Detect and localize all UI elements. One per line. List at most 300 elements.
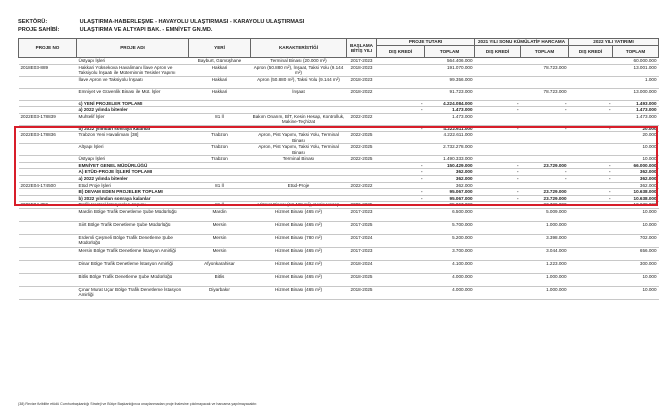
cell-karakteristigi: Hizmet Binası (465 m²) [251, 273, 347, 286]
cell-k-dis-kredi [475, 58, 521, 65]
sector-value: ULAŞTIRMA-HABERLEŞME - HAVAYOLU ULAŞTIRMASI - KARAYOLU ULAŞTIRMASI [79, 19, 305, 25]
cell-pt-dis-kredi: - [377, 175, 425, 182]
cell-pt-dis-kredi [377, 182, 425, 189]
cell-y-dis-kredi [569, 58, 613, 65]
cell-karakteristigi [251, 107, 347, 114]
cell-yeri: 81 İl [189, 202, 251, 209]
cell-y-dis-kredi [569, 64, 613, 76]
cell-y-dis-kredi [569, 113, 613, 125]
table-row [19, 175, 659, 182]
cell-pt-toplam: 4.224.084.000 [425, 100, 475, 107]
cell-pt-dis-kredi [377, 202, 425, 209]
cell-k-dis-kredi [475, 221, 521, 234]
cell-k-dis-kredi [475, 88, 521, 100]
cell-y-dis-kredi [569, 208, 613, 221]
cell-yeri: Hakkari [189, 76, 251, 88]
cell-pt-toplam: 362.000 [425, 169, 475, 176]
cell-karakteristigi: Hizmet Binası (492 m²) [251, 260, 347, 273]
cell-proje-adi: Emniyet ve Güvenlik Binası ile Müt. İşler [77, 88, 189, 100]
cell-proje-no: 2022E03-178836 [19, 132, 77, 144]
cell-y-dis-kredi [569, 286, 613, 299]
table-row [19, 132, 659, 144]
cell-pt-dis-kredi [377, 64, 425, 76]
cell-y-dis-kredi: - [569, 100, 613, 107]
cell-y-dis-kredi [569, 144, 613, 156]
cell-yeri: Bitlis [189, 273, 251, 286]
cell-proje-adi: Dinar Bölge Trafik Denetleme İstasyon Amirliği [77, 260, 189, 273]
cell-yeri: Afyonkarahisar [189, 260, 251, 273]
cell-proje-no [19, 88, 77, 100]
cell-karakteristigi: Hizmet Binası (465 m²) [251, 221, 347, 234]
cell-y-toplam: 10.000 [613, 286, 659, 299]
cell-yil: 2018-2023 [347, 76, 377, 88]
cell-y-dis-kredi: - [569, 125, 613, 132]
cell-pt-toplam: 4.000.000 [425, 273, 475, 286]
cell-pt-toplam: 1.473.000 [425, 113, 475, 125]
cell-y-dis-kredi [569, 88, 613, 100]
col-y-toplam: TOPLAM [613, 46, 659, 58]
cell-proje-adi: Çınar Murat Uçar Bölge Trafik Denetleme İstasyon Amirliği [77, 286, 189, 299]
cell-k-dis-kredi: - [475, 107, 521, 114]
cell-yil: 2022-2025 [347, 132, 377, 144]
cell-y-dis-kredi [569, 234, 613, 247]
cell-yil: 2017-2023 [347, 58, 377, 65]
cell-proje-adi: Mardin Bölge Trafik Denetleme Şube Müdürlüğü [77, 208, 189, 221]
cell-karakteristigi: Apron (50.880 m²), İnşaat, Taksi Yolu (9.144 m²) [251, 64, 347, 76]
cell-k-dis-kredi [475, 76, 521, 88]
cell-k-dis-kredi [475, 132, 521, 144]
cell-karakteristigi: Apron, Pist Yapımı, Taksi Yolu, Terminal Binası [251, 144, 347, 156]
cell-karakteristigi: Hizmet Binası (780 m²) [251, 234, 347, 247]
cell-yil: 2022-2022 [347, 113, 377, 125]
cell-karakteristigi: Terminal Binası (20.000 m²) [251, 58, 347, 65]
cell-proje-adi: Mersin Bölge Trafik Denetleme İstasyon Amirliği [77, 247, 189, 260]
cell-y-dis-kredi [569, 202, 613, 209]
col-proje-no: PROJE NO [19, 39, 77, 58]
cell-y-toplam: 10.000 [613, 208, 659, 221]
owner-label: PROJE SAHİBİ: [18, 27, 60, 33]
cell-yil: 2017-2024 [347, 234, 377, 247]
cell-pt-dis-kredi [377, 144, 425, 156]
table-row [19, 76, 659, 88]
cell-yil: 2017-2025 [347, 221, 377, 234]
cell-yil [347, 175, 377, 182]
cell-yil [347, 189, 377, 196]
cell-pt-dis-kredi: - [377, 169, 425, 176]
cell-k-toplam: 78.723.000 [521, 88, 569, 100]
table-row [19, 286, 659, 299]
cell-proje-no [19, 273, 77, 286]
cell-pt-dis-kredi [377, 273, 425, 286]
cell-karakteristigi: Apron, Pist Yapımı, Taksi Yolu, Terminal Binası [251, 132, 347, 144]
cell-yeri: Trabzon [189, 144, 251, 156]
cell-karakteristigi [251, 195, 347, 202]
cell-karakteristigi: Hizmet Binası (465 m²) [251, 208, 347, 221]
cell-karakteristigi: İnşaat [251, 88, 347, 100]
table-row [19, 202, 659, 209]
cell-k-dis-kredi [475, 260, 521, 273]
cell-pt-toplam: 4.000.000 [425, 286, 475, 299]
cell-pt-toplam: 95.067.000 [425, 202, 475, 209]
cell-proje-adi: b) 2022 yılından sonraya kalanlar [77, 195, 189, 202]
cell-yil: 2017-2023 [347, 208, 377, 221]
cell-proje-adi: A) ETÜD-PROJE İŞLERİ TOPLAMI [77, 169, 189, 176]
cell-pt-dis-kredi [377, 113, 425, 125]
cell-yeri [189, 195, 251, 202]
cell-k-dis-kredi: - [475, 125, 521, 132]
cell-pt-dis-kredi [377, 156, 425, 163]
cell-pt-toplam: 6.500.000 [425, 208, 475, 221]
cell-proje-no [19, 169, 77, 176]
cell-yeri [189, 100, 251, 107]
cell-yeri: Trabzon [189, 156, 251, 163]
cell-yeri: Hakkari [189, 64, 251, 76]
cell-proje-no [19, 58, 77, 65]
cell-y-toplam: 20.000 [613, 132, 659, 144]
cell-k-dis-kredi: - [475, 189, 521, 196]
cell-y-toplam: 362.000 [613, 175, 659, 182]
cell-k-toplam: 5.009.000 [521, 208, 569, 221]
cell-proje-no [19, 221, 77, 234]
table-row [19, 208, 659, 221]
cell-k-dis-kredi: - [475, 169, 521, 176]
cell-y-toplam: 10.000 [613, 221, 659, 234]
col-k-toplam: TOPLAM [521, 46, 569, 58]
cell-proje-adi: Trafik Kontrol İstasyonları Yapımı [77, 202, 189, 209]
table-row [19, 273, 659, 286]
cell-karakteristigi: Hizmet Binası (465 m²) [251, 247, 347, 260]
cell-y-dis-kredi: - [569, 195, 613, 202]
col-baslama-bitis: BAŞLAMA BİTİŞ YILI [347, 39, 377, 58]
cell-k-toplam [521, 132, 569, 144]
cell-k-toplam [521, 76, 569, 88]
cell-karakteristigi [251, 189, 347, 196]
cell-proje-no [19, 189, 77, 196]
cell-y-dis-kredi [569, 76, 613, 88]
cell-k-toplam: - [521, 107, 569, 114]
cell-pt-toplam: 5.200.000 [425, 234, 475, 247]
cell-k-dis-kredi [475, 234, 521, 247]
cell-k-toplam [521, 182, 569, 189]
table-row [19, 189, 659, 196]
cell-k-dis-kredi: - [475, 100, 521, 107]
cell-yil: 2022-2022 [347, 182, 377, 189]
cell-pt-dis-kredi: - [377, 195, 425, 202]
table-row [19, 162, 659, 169]
table-row [19, 195, 659, 202]
cell-y-toplam: 1.473.000 [613, 113, 659, 125]
cell-y-toplam: 300.000 [613, 260, 659, 273]
cell-proje-no: 2022E03-178839 [19, 113, 77, 125]
table-row [19, 234, 659, 247]
cell-pt-dis-kredi [377, 234, 425, 247]
cell-proje-no [19, 286, 77, 299]
cell-y-toplam: 60.000.000 [613, 58, 659, 65]
cell-k-dis-kredi [475, 144, 521, 156]
cell-yeri: Trabzon [189, 132, 251, 144]
cell-proje-adi: a) 2022 yılında bitenler [77, 175, 189, 182]
cell-karakteristigi: Apron (50.880 m²), Taksi Yolu (9.144 m²) [251, 76, 347, 88]
cell-proje-adi: Erdemli Çeşmeli Bölge Trafik Denetleme Şube Müdürlüğü [77, 234, 189, 247]
cell-pt-dis-kredi [377, 247, 425, 260]
cell-proje-adi: Üstyapı İşleri [77, 58, 189, 65]
table-row [19, 58, 659, 65]
cell-yeri: Diyarbakır [189, 286, 251, 299]
cell-yeri [189, 175, 251, 182]
cell-pt-toplam: 4.222.611.000 [425, 125, 475, 132]
table-row [19, 169, 659, 176]
cell-proje-no [19, 162, 77, 169]
cell-k-toplam: 1.000.000 [521, 286, 569, 299]
cell-pt-toplam: 4.100.000 [425, 260, 475, 273]
cell-proje-no: 2018E03-889 [19, 64, 77, 76]
cell-karakteristigi: Hizmet Binası (13.428 m²), Kesin Hesap [251, 202, 347, 209]
cell-pt-toplam: 5.700.000 [425, 221, 475, 234]
cell-k-dis-kredi [475, 113, 521, 125]
cell-y-toplam: 1.000 [613, 76, 659, 88]
cell-y-toplam: 66.000.000 [613, 162, 659, 169]
cell-yeri: Mersin [189, 234, 251, 247]
cell-yeri [189, 169, 251, 176]
cell-pt-toplam: 1.490.333.000 [425, 156, 475, 163]
cell-y-toplam: 362.000 [613, 182, 659, 189]
cell-pt-dis-kredi: - [377, 162, 425, 169]
cell-yil: 2018-2022 [347, 88, 377, 100]
cell-k-dis-kredi: - [475, 195, 521, 202]
table-row [19, 125, 659, 132]
cell-k-toplam: 1.000.000 [521, 273, 569, 286]
col-pt-dis-kredi: DIŞ KREDİ [377, 46, 425, 58]
cell-karakteristigi: Hizmet Binası (465 m²) [251, 286, 347, 299]
cell-yeri: Mersin [189, 221, 251, 234]
cell-proje-adi: İlave Apron ve Taksiyolu İnşaatı [77, 76, 189, 88]
sector-line [18, 19, 304, 25]
cell-yeri [189, 125, 251, 132]
cell-k-toplam: - [521, 169, 569, 176]
cell-yil [347, 100, 377, 107]
table-row [19, 260, 659, 273]
cell-pt-toplam: 99.356.000 [425, 76, 475, 88]
cell-pt-toplam: 3.700.000 [425, 247, 475, 260]
cell-pt-toplam: 2.732.278.000 [425, 144, 475, 156]
cell-k-toplam [521, 58, 569, 65]
cell-proje-adi: Hakkari Yüksekova Havalimanı İlave Apron ve Taksiyolu İnşaatı ile Müteminnin Tesisler Yapımı [77, 64, 189, 76]
cell-proje-adi: a) 2022 yılında bitenler [77, 107, 189, 114]
cell-y-toplam: 13.000.000 [613, 88, 659, 100]
cell-k-toplam [521, 144, 569, 156]
cell-yil: 2018-2025 [347, 286, 377, 299]
cell-k-toplam: 3.398.000 [521, 234, 569, 247]
cell-pt-toplam: 191.070.000 [425, 64, 475, 76]
cell-k-toplam: 3.044.000 [521, 247, 569, 260]
cell-k-dis-kredi [475, 156, 521, 163]
cell-y-dis-kredi: - [569, 175, 613, 182]
cell-karakteristigi [251, 100, 347, 107]
cell-k-toplam: 23.729.000 [521, 189, 569, 196]
cell-k-toplam: 23.729.000 [521, 162, 569, 169]
cell-proje-no [19, 208, 77, 221]
cell-yeri [189, 189, 251, 196]
cell-proje-no: 2022E04-174500 [19, 182, 77, 189]
cell-k-toplam: 1.223.000 [521, 260, 569, 273]
cell-k-toplam: 78.723.000 [521, 64, 569, 76]
cell-y-dis-kredi [569, 247, 613, 260]
cell-proje-adi: Altyapı İşleri [77, 144, 189, 156]
col-pt-toplam: TOPLAM [425, 46, 475, 58]
cell-pt-dis-kredi [377, 88, 425, 100]
cell-pt-dis-kredi [377, 132, 425, 144]
cell-yeri: Bayburt, Gümüşhane [189, 58, 251, 65]
col-kumulatif: 2021 YILI SONU KÜMÜLATİF HARCAMA [475, 39, 569, 46]
cell-k-dis-kredi [475, 64, 521, 76]
cell-k-dis-kredi [475, 208, 521, 221]
footnote: (38) Revize fizibilite etüdü Cumhurbaşkanlığı Strateji ve Bütçe Başkanlığınca onaylanmadan proje ihalesine çıkılmayacak ve harcama yapılmayacaktır. [18, 402, 258, 406]
cell-yil: 2022-2025 [347, 144, 377, 156]
cell-proje-adi: Üstyapı İşleri [77, 156, 189, 163]
cell-proje-no [19, 156, 77, 163]
table-row [19, 113, 659, 125]
cell-k-toplam: 1.000.000 [521, 221, 569, 234]
cell-yil: 2018-2023 [347, 64, 377, 76]
cell-y-dis-kredi: - [569, 107, 613, 114]
table-body [19, 58, 659, 300]
cell-y-toplam: 10.638.000 [613, 189, 659, 196]
table-row [19, 221, 659, 234]
table-row [19, 247, 659, 260]
cell-pt-toplam: 150.429.000 [425, 162, 475, 169]
cell-yil [347, 162, 377, 169]
cell-y-dis-kredi [569, 221, 613, 234]
cell-proje-no [19, 195, 77, 202]
cell-y-dis-kredi: - [569, 189, 613, 196]
col-y-dis-kredi: DIŞ KREDİ [569, 46, 613, 58]
cell-yil: 2006-2025 [347, 202, 377, 209]
cell-pt-dis-kredi [377, 208, 425, 221]
cell-k-toplam: 23.729.000 [521, 195, 569, 202]
cell-k-toplam: 23.729.000 [521, 202, 569, 209]
cell-y-toplam: 702.000 [613, 234, 659, 247]
cell-k-toplam: - [521, 100, 569, 107]
cell-yil [347, 107, 377, 114]
cell-y-toplam: 1.493.000 [613, 100, 659, 107]
cell-proje-adi: b) 2022 yılından sonraya kalanlar [77, 125, 189, 132]
cell-proje-no [19, 175, 77, 182]
cell-k-dis-kredi: - [475, 175, 521, 182]
cell-yeri: Mersin [189, 247, 251, 260]
cell-proje-adi: Trabzon Yeni Havalimanı [38] [77, 132, 189, 144]
cell-y-toplam: 656.000 [613, 247, 659, 260]
cell-karakteristigi [251, 169, 347, 176]
cell-y-dis-kredi [569, 273, 613, 286]
cell-yil: 2018-2025 [347, 273, 377, 286]
cell-k-toplam [521, 156, 569, 163]
cell-k-toplam [521, 113, 569, 125]
cell-pt-toplam: 91.723.000 [425, 88, 475, 100]
cell-karakteristigi [251, 125, 347, 132]
cell-yil [347, 125, 377, 132]
table-row [19, 144, 659, 156]
cell-yeri: 81 İl [189, 113, 251, 125]
cell-y-toplam: 10.000 [613, 156, 659, 163]
cell-pt-toplam: 1.473.000 [425, 107, 475, 114]
cell-proje-adi: Muhtelif İşler [77, 113, 189, 125]
cell-y-toplam: 10.000 [613, 144, 659, 156]
sector-label: SEKTÖRÜ: [18, 19, 48, 25]
cell-pt-toplam: 95.067.000 [425, 189, 475, 196]
cell-pt-dis-kredi: - [377, 107, 425, 114]
cell-pt-dis-kredi [377, 76, 425, 88]
cell-proje-no [19, 260, 77, 273]
table-row [19, 107, 659, 114]
cell-y-dis-kredi: - [569, 169, 613, 176]
cell-pt-toplam: 362.000 [425, 182, 475, 189]
cell-pt-toplam: 362.000 [425, 175, 475, 182]
cell-proje-no [19, 144, 77, 156]
cell-pt-toplam: 4.222.611.000 [425, 132, 475, 144]
cell-pt-dis-kredi [377, 58, 425, 65]
table-row [19, 100, 659, 107]
cell-k-dis-kredi: - [475, 162, 521, 169]
cell-k-dis-kredi [475, 247, 521, 260]
table-row [19, 182, 659, 189]
cell-y-dis-kredi [569, 182, 613, 189]
cell-karakteristigi [251, 175, 347, 182]
cell-y-toplam: 10.638.000 [613, 195, 659, 202]
cell-y-dis-kredi [569, 260, 613, 273]
col-k-dis-kredi: DIŞ KREDİ [475, 46, 521, 58]
cell-yeri: Hakkari [189, 88, 251, 100]
cell-k-dis-kredi [475, 182, 521, 189]
col-proje-tutari: PROJE TUTARI [377, 39, 475, 46]
cell-y-toplam: 362.000 [613, 169, 659, 176]
cell-y-dis-kredi [569, 156, 613, 163]
cell-proje-no [19, 247, 77, 260]
cell-yil: 2022-2025 [347, 156, 377, 163]
cell-yil: 2017-2023 [347, 247, 377, 260]
table-row [19, 88, 659, 100]
cell-k-toplam: - [521, 125, 569, 132]
cell-y-toplam: 13.001.000 [613, 64, 659, 76]
cell-proje-no [19, 100, 77, 107]
cell-yil [347, 169, 377, 176]
cell-yeri [189, 162, 251, 169]
col-proje-adi: PROJE ADI [77, 39, 189, 58]
cell-karakteristigi: Terminal Binası [251, 156, 347, 163]
col-yatirim-2022: 2022 YILI YATIRIMI [569, 39, 659, 46]
owner-value: ULAŞTIRMA VE ALTYAPI BAK. - EMNİYET GN.MD. [79, 27, 213, 33]
cell-y-toplam: 10.638.000 [613, 202, 659, 209]
cell-karakteristigi [251, 162, 347, 169]
cell-proje-adi: Etüd Proje İşleri [77, 182, 189, 189]
cell-pt-dis-kredi [377, 221, 425, 234]
cell-proje-adi: Siirt Bölge Trafik Denetleme Şube Müdürlüğü [77, 221, 189, 234]
cell-karakteristigi: Bakım Onarım, BİT, Kesin Hesap, Kontrolluk, Makine-Teçhizat [251, 113, 347, 125]
cell-k-dis-kredi [475, 202, 521, 209]
cell-y-dis-kredi: - [569, 162, 613, 169]
cell-pt-dis-kredi [377, 260, 425, 273]
table-row [19, 156, 659, 163]
table-row [19, 64, 659, 76]
investment-table [18, 38, 659, 300]
cell-k-dis-kredi [475, 273, 521, 286]
cell-proje-no [19, 76, 77, 88]
cell-pt-dis-kredi [377, 286, 425, 299]
cell-proje-no [19, 125, 77, 132]
cell-proje-no [19, 107, 77, 114]
cell-y-toplam: 20.000 [613, 125, 659, 132]
cell-proje-no [19, 234, 77, 247]
cell-pt-toplam: 95.067.000 [425, 195, 475, 202]
